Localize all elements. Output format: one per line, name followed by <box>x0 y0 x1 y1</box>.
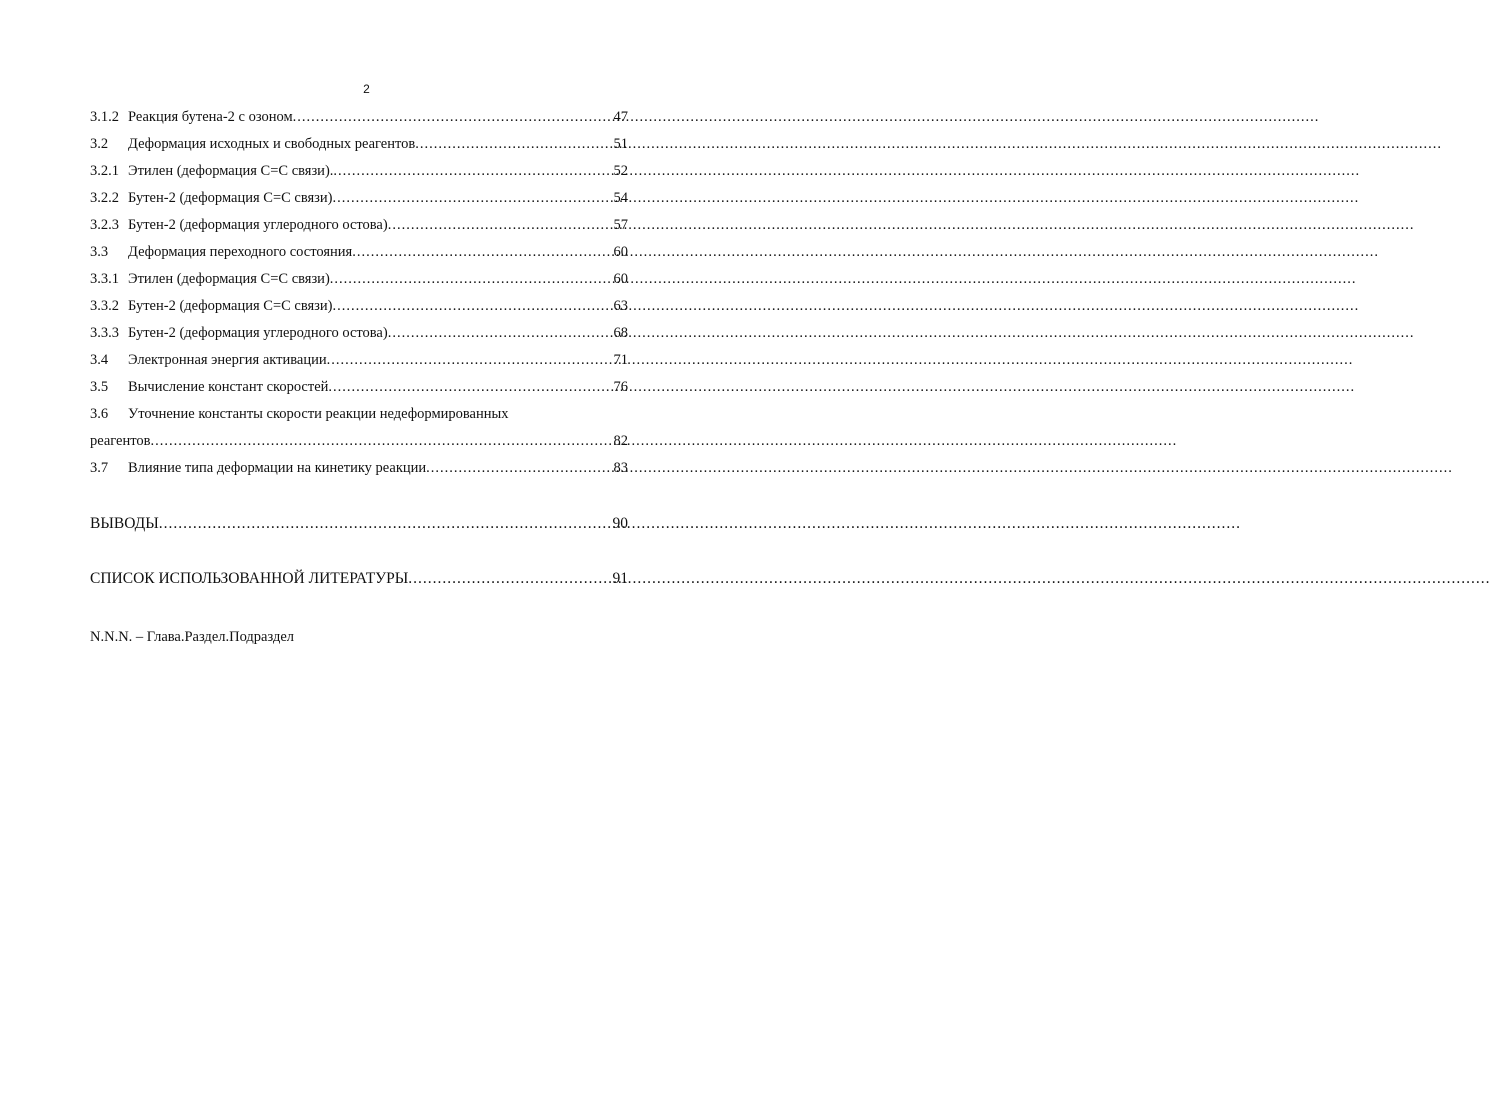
toc-entry-page: 60 <box>613 271 628 287</box>
toc-entry-title: Вычисление констант скоростей <box>128 379 329 395</box>
toc-entry-page: 51 <box>613 136 628 152</box>
toc-entry-3-2-3 <box>90 212 628 239</box>
toc-leader-dots <box>330 266 613 293</box>
toc-leader-dots <box>333 158 612 185</box>
toc-entry-number: 3.6 <box>90 406 109 422</box>
page-number: 2 <box>363 82 370 96</box>
toc-entry-3-4 <box>90 347 628 374</box>
toc-entry-title: Этилен (деформация С=С связи) <box>128 271 330 287</box>
toc-entry-page: 60 <box>613 244 628 260</box>
toc-entry-title: ВЫВОДЫ <box>90 515 159 532</box>
section-spacer <box>90 537 628 565</box>
toc-leader-dots <box>293 104 613 131</box>
toc-entry-3-2-2 <box>90 185 628 212</box>
toc-entry-number: 3.7 <box>90 460 109 476</box>
toc-entry-number: 3.2.1 <box>90 163 119 179</box>
toc-leader-dots <box>328 374 612 401</box>
toc-entry-page: 91 <box>612 570 628 587</box>
toc-entry-3-3-2 <box>90 293 628 320</box>
toc-entry-number: 3.4 <box>90 352 109 368</box>
toc-entry-title: Бутен-2 (деформация углеродного остова) <box>128 217 388 233</box>
toc-entry-page: 76 <box>613 379 628 395</box>
toc-entry-page: 82 <box>613 433 628 449</box>
toc-entry-conclusions <box>90 510 628 537</box>
toc-entry-number: 3.2.2 <box>90 190 119 206</box>
toc-leader-dots <box>388 320 613 347</box>
toc-leader-dots <box>333 185 613 212</box>
toc-entry-references <box>90 565 628 592</box>
toc-entry-page: 71 <box>613 352 628 368</box>
table-of-contents <box>90 104 628 592</box>
toc-entry-page: 68 <box>613 325 628 341</box>
toc-entry-title: Деформация исходных и свободных реагентов <box>128 136 416 152</box>
toc-leader-dots <box>151 428 613 455</box>
toc-entry-number: 3.1.2 <box>90 109 119 125</box>
toc-leader-dots <box>415 131 612 158</box>
toc-entry-3-2 <box>90 131 628 158</box>
toc-entry-page: 63 <box>613 298 628 314</box>
toc-entry-page: 54 <box>613 190 628 206</box>
toc-entry-title: Бутен-2 (деформация С=С связи) <box>128 298 333 314</box>
toc-entry-3-3 <box>90 239 628 266</box>
toc-entry-page: 57 <box>613 217 628 233</box>
toc-entry-title: Бутен-2 (деформация углеродного остова) <box>128 325 388 341</box>
toc-entry-title: Реакция бутена-2 с озоном <box>128 109 293 125</box>
toc-entry-3-3-1 <box>90 266 628 293</box>
toc-entry-3-7 <box>90 455 628 482</box>
toc-entry-number: 3.3 <box>90 244 109 260</box>
toc-entry-number: 3.3.1 <box>90 271 119 287</box>
toc-leader-dots <box>352 239 612 266</box>
toc-entry-number: 3.3.3 <box>90 325 119 341</box>
toc-entry-number: 3.2 <box>90 136 109 152</box>
toc-entry-3-6-line1 <box>90 401 628 428</box>
toc-entry-title: Деформация переходного состояния <box>128 244 353 260</box>
toc-leader-dots <box>327 347 613 374</box>
toc-entry-number: 3.3.2 <box>90 298 119 314</box>
toc-leader-dots <box>333 293 613 320</box>
toc-entry-title: Бутен-2 (деформация С=С связи) <box>128 190 333 206</box>
toc-entry-title: Уточнение константы скорости реакции недеформированных <box>128 406 509 422</box>
toc-entry-title: Электронная энергия активации <box>128 352 327 368</box>
toc-entry-page: 83 <box>613 460 628 476</box>
numbering-legend: N.N.N. – Глава.Раздел.Подраздел <box>90 629 294 645</box>
toc-leader-dots <box>426 455 612 482</box>
toc-leader-dots <box>388 212 613 239</box>
toc-entry-page: 47 <box>613 109 628 125</box>
toc-entry-number: 3.2.3 <box>90 217 119 233</box>
toc-entry-3-5 <box>90 374 628 401</box>
toc-entry-3-2-1 <box>90 158 628 185</box>
section-spacer <box>90 482 628 510</box>
toc-leader-dots <box>159 510 612 537</box>
toc-entry-3-1-2 <box>90 104 628 131</box>
toc-entry-3-3-3 <box>90 320 628 347</box>
toc-leader-dots <box>408 565 611 592</box>
toc-entry-title: Этилен (деформация С=С связи). <box>128 163 334 179</box>
toc-entry-title-continued: реагентов <box>90 433 151 449</box>
toc-entry-page: 52 <box>613 163 628 179</box>
toc-entry-title: Влияние типа деформации на кинетику реакции <box>128 460 427 476</box>
toc-entry-3-6-line2 <box>90 428 628 455</box>
toc-entry-page: 90 <box>612 515 628 532</box>
toc-entry-number: 3.5 <box>90 379 109 395</box>
toc-entry-title: СПИСОК ИСПОЛЬЗОВАННОЙ ЛИТЕРАТУРЫ <box>90 570 409 587</box>
